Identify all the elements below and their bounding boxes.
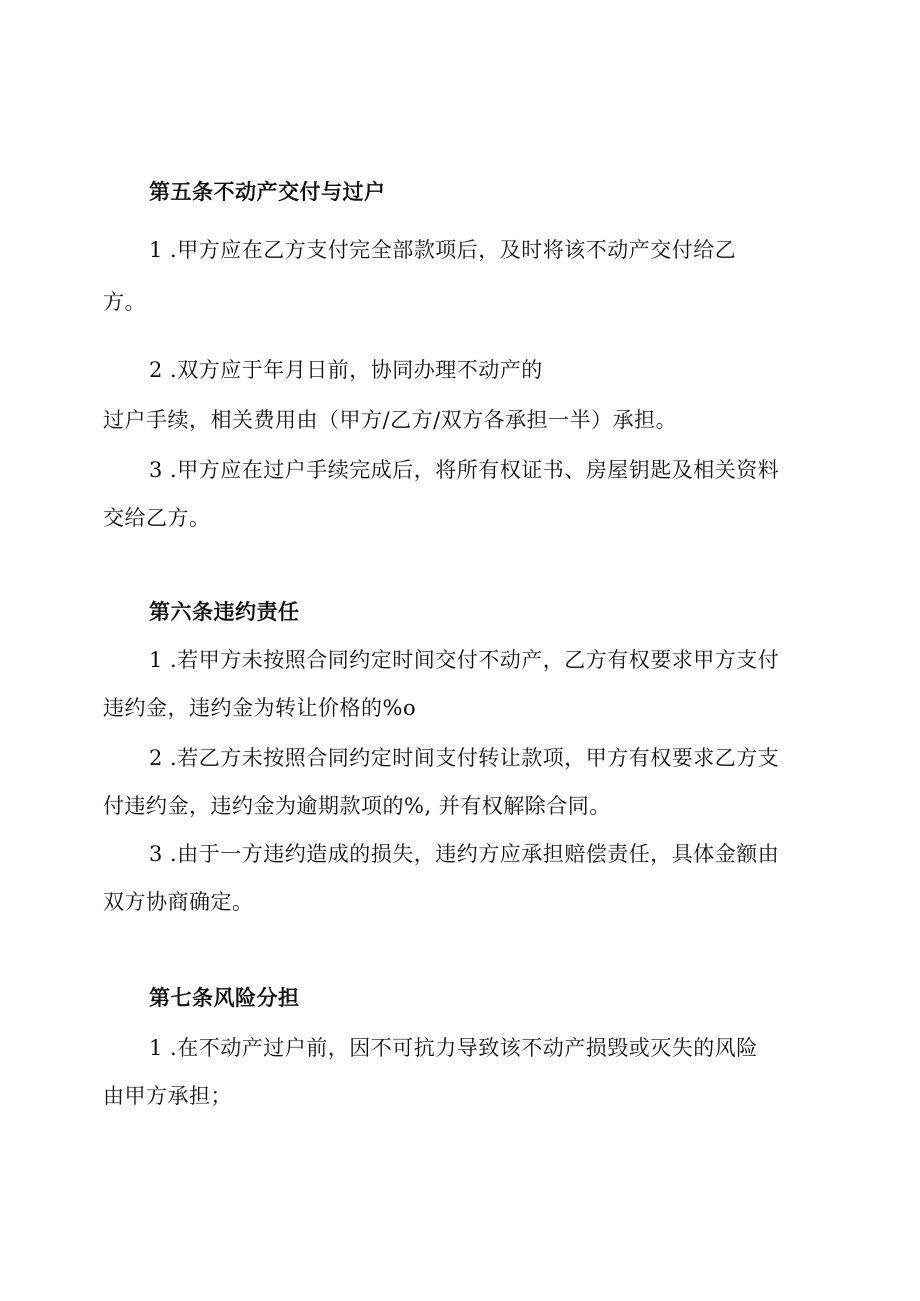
clause-number: 1 (149, 1036, 163, 1060)
clause-5-3-line-1: 3 .甲方应在过户手续完成后，将所有权证书、房屋钥匙及相关资料 (149, 458, 780, 482)
clause-text: 由于一方违约造成的损失，违约方应承担赔偿责任，具体金额由 (177, 842, 780, 866)
clause-5-3-line-2: 交给乙方。 (103, 506, 211, 530)
section-heading-7: 第七条风险分担 (149, 985, 300, 1010)
section-heading-6: 第六条违约责任 (149, 599, 300, 624)
clause-number: 2 (149, 746, 163, 770)
clause-6-3-line-2: 双方协商确定。 (103, 890, 254, 914)
clause-5-1-line-1: 1 .甲方应在乙方支付完全部款项后，及时将该不动产交付给乙 (149, 238, 737, 262)
clause-text: 在不动产过户前，因不可抗力导致该不动产损毁或灭失的风险 (177, 1036, 758, 1060)
clause-5-2-line-1: 2 .双方应于年月日前，协同办理不动产的 (149, 358, 543, 382)
clause-7-1-line-1: 1 .在不动产过户前，因不可抗力导致该不动产损毁或灭失的风险 (149, 1036, 758, 1060)
clause-number: 2 (149, 358, 163, 382)
clause-text: 双方应于年月日前，协同办理不动产的 (177, 358, 543, 382)
section-heading-5: 第五条不动产交付与过户 (149, 179, 386, 204)
clause-6-3-line-1: 3 .由于一方违约造成的损失，违约方应承担赔偿责任，具体金额由 (149, 842, 780, 866)
clause-5-2-line-2: 过户手续，相关费用由（甲方/乙方/双方各承担一半）承担。 (103, 408, 678, 432)
clause-text: 甲方应在乙方支付完全部款项后，及时将该不动产交付给乙 (177, 238, 737, 262)
clause-text: 甲方应在过户手续完成后，将所有权证书、房屋钥匙及相关资料 (177, 458, 780, 482)
clause-6-1-line-1: 1 .若甲方未按照合同约定时间交付不动产，乙方有权要求甲方支付 (149, 648, 780, 672)
clause-7-1-line-2: 由甲方承担； (103, 1084, 232, 1108)
clause-number: 1 (149, 238, 163, 262)
clause-text: 若甲方未按照合同约定时间交付不动产，乙方有权要求甲方支付 (177, 648, 780, 672)
clause-number: 3 (149, 842, 163, 866)
clause-6-1-line-2: 违约金，违约金为转让价格的%o (103, 696, 417, 720)
clause-text: 若乙方未按照合同约定时间支付转让款项，甲方有权要求乙方支 (177, 746, 780, 770)
clause-6-2-line-1: 2 .若乙方未按照合同约定时间支付转让款项，甲方有权要求乙方支 (149, 746, 780, 770)
clause-6-2-line-2: 付违约金，违约金为逾期款项的%, 并有权解除合同。 (103, 794, 611, 818)
clause-number: 1 (149, 648, 163, 672)
clause-number: 3 (149, 458, 163, 482)
clause-5-1-line-2: 方。 (103, 290, 146, 314)
